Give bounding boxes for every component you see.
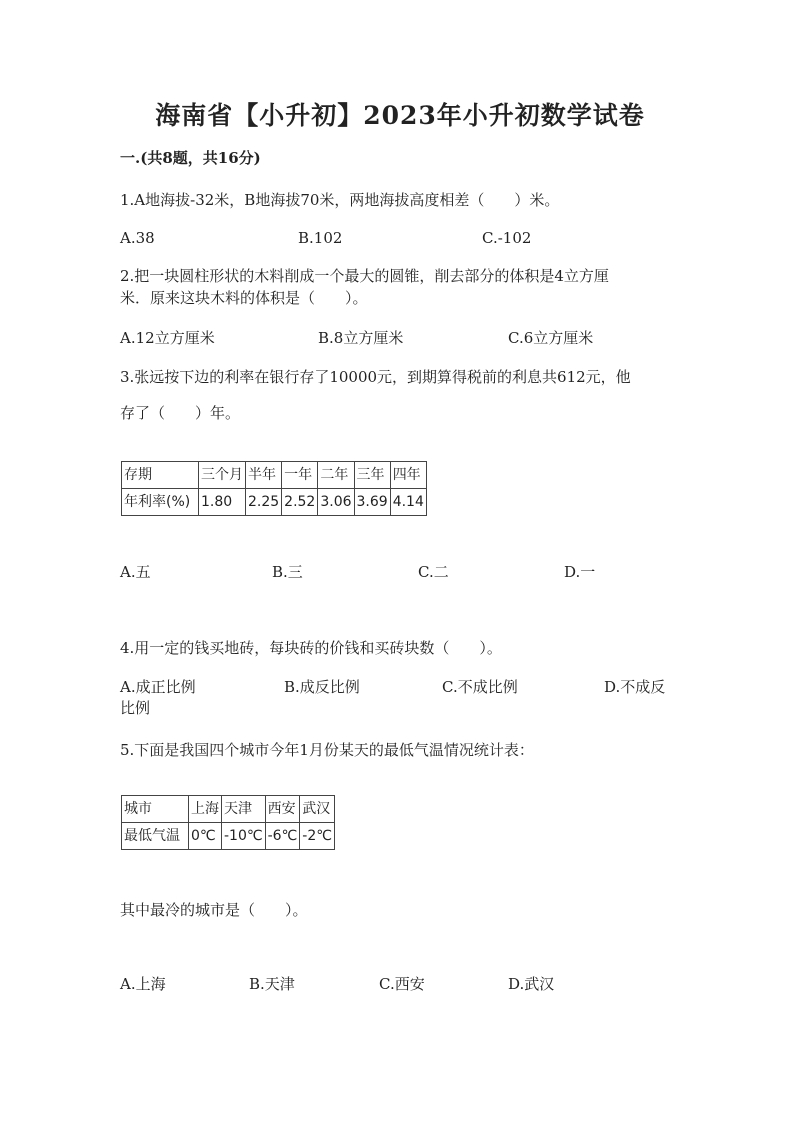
table-cell: 4.14 [390,489,426,516]
question-2-option-a[interactable]: A.12立方厘米 [120,329,215,347]
question-1-option-a[interactable]: A.38 [120,229,155,247]
question-3-option-a[interactable]: A.五 [120,563,151,581]
question-5-text: 5.下面是我国四个城市今年1月份某天的最低气温情况统计表： [120,741,534,759]
table-cell: 三个月 [199,462,246,489]
table-cell: 3.69 [354,489,390,516]
question-1-option-c[interactable]: C.-102 [482,229,532,247]
question-5-prompt: 其中最冷的城市是（ ）。 [120,901,308,919]
interest-rate-table [121,461,427,516]
question-4-text: 4.用一定的钱买地砖，每块砖的价钱和买砖块数（ ）。 [120,639,502,657]
table-cell: 一年 [282,462,318,489]
table-cell: 半年 [246,462,282,489]
question-4-option-a[interactable]: A.成正比例 [120,678,196,696]
table-cell: 3.06 [318,489,354,516]
question-4-option-b[interactable]: B.成反比例 [284,678,360,696]
table-row [122,823,335,850]
table-cell: 天津 [222,796,266,823]
question-5-option-b[interactable]: B.天津 [249,975,295,993]
question-4-option-d[interactable]: D.不成反 [604,678,666,696]
question-3-option-b[interactable]: B.三 [272,563,303,581]
question-5-option-c[interactable]: C.西安 [379,975,425,993]
table-cell: 1.80 [199,489,246,516]
question-3-text-line2: 存了（ ）年。 [120,404,241,422]
question-5-option-d[interactable]: D.武汉 [508,975,555,993]
table-cell: 城市 [122,796,189,823]
table-cell: -6℃ [265,823,300,850]
table-cell: 二年 [318,462,354,489]
table-cell: 三年 [354,462,390,489]
table-cell: 最低气温 [122,823,189,850]
question-4-option-d-wrap: 比例 [120,699,151,717]
table-cell: 2.52 [282,489,318,516]
table-row [122,489,427,516]
table-cell: 西安 [265,796,300,823]
question-2-option-c[interactable]: C.6立方厘米 [508,329,594,347]
table-cell: 上海 [189,796,222,823]
question-2-text-line2: 米．原来这块木料的体积是（ ）。 [120,289,368,307]
table-row [122,462,427,489]
question-1-option-b[interactable]: B.102 [298,229,343,247]
table-cell: 四年 [390,462,426,489]
table-cell: 年利率(%) [122,489,199,516]
question-3-text-line1: 3.张远按下边的利率在银行存了10000元，到期算得税前的利息共612元，他 [120,368,631,386]
table-row [122,796,335,823]
question-5-option-a[interactable]: A.上海 [120,975,166,993]
question-2-option-b[interactable]: B.8立方厘米 [318,329,404,347]
table-cell: -10℃ [222,823,266,850]
page-title: 海南省【小升初】2023年小升初数学试卷 [155,101,645,130]
question-1-text: 1.A地海拔-32米，B地海拔70米，两地海拔高度相差（ ）米。 [120,191,560,209]
table-cell: -2℃ [300,823,335,850]
table-cell: 2.25 [246,489,282,516]
question-3-option-c[interactable]: C.二 [418,563,449,581]
question-4-option-c[interactable]: C.不成比例 [442,678,518,696]
section-heading: 一.(共8题，共16分) [120,149,261,167]
table-cell: 0℃ [189,823,222,850]
table-cell: 存期 [122,462,199,489]
question-3-option-d[interactable]: D.一 [564,563,596,581]
question-2-text-line1: 2.把一块圆柱形状的木料削成一个最大的圆锥，削去部分的体积是4立方厘 [120,267,609,285]
table-cell: 武汉 [300,796,335,823]
temperature-table [121,795,335,850]
